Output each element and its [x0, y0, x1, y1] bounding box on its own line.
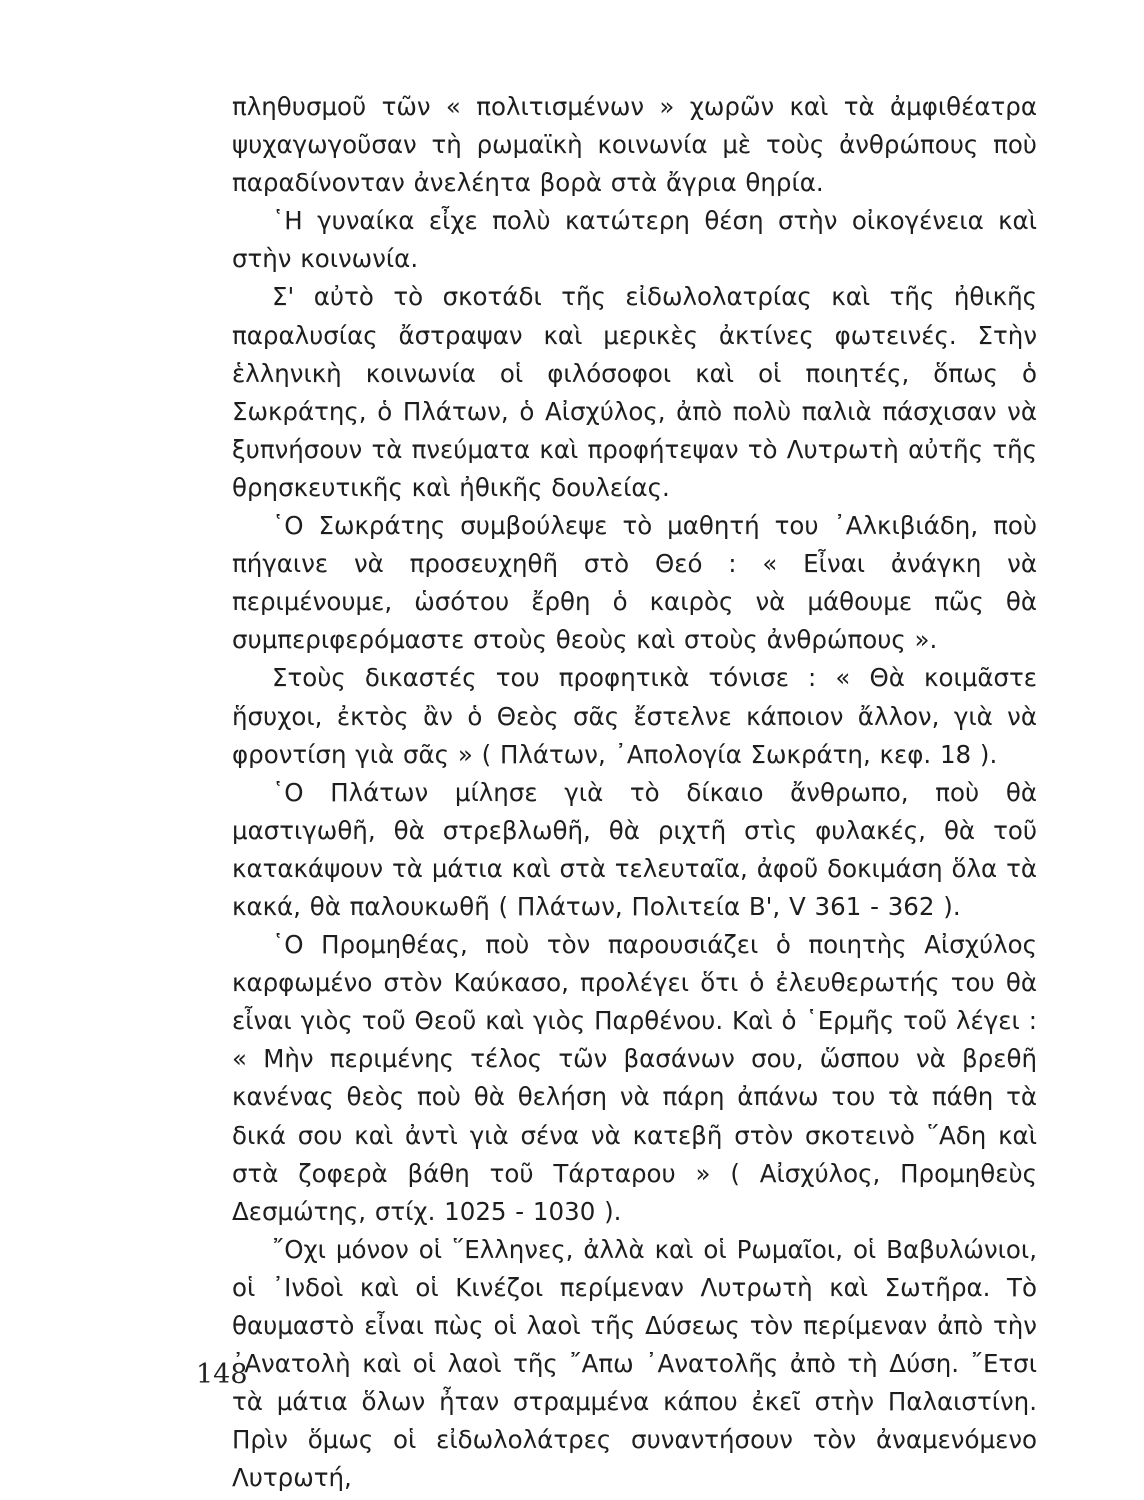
paragraph-5: Στοὺς δικαστές του προφητικὰ τόνισε : « Θὰ κοιμᾶστε ἥσυχοι, ἐκτὸς ἂν ὁ Θεὸς σᾶς ἔστελνε κάποιον ἄλλον, γιὰ νὰ φροντίση γιὰ σᾶς » ( Πλάτων, ᾿Απολογία Σωκράτη, κεφ. 18 ). [232, 663, 1037, 769]
page-number: 148 [196, 1359, 248, 1390]
page-body [232, 88, 1037, 1493]
paragraph-2: ῾Η γυναίκα εἶχε πολὺ κατώτερη θέση στὴν οἰκογένεια καὶ στὴν κοινωνία. [232, 206, 1037, 274]
paragraph-3: Σ' αὐτὸ τὸ σκοτάδι τῆς εἰδωλολατρίας καὶ τῆς ἠθικῆς παραλυσίας ἄστραψαν καὶ μερικὲς ἀκτίνες φωτεινές. Στὴν ἑλληνικὴ κοινωνία οἱ φιλόσοφοι καὶ οἱ ποιητές, ὅπως ὁ Σωκράτης, ὁ Πλάτων, ὁ Αἰσχύλος, ἀπὸ πολὺ παλιὰ πάσχισαν νὰ ξυπνήσουν τὰ πνεύματα καὶ προφήτεψαν τὸ Λυτρωτὴ αὐτῆς τῆς θρησκευτικῆς καὶ ἠθικῆς δουλείας. [232, 282, 1037, 502]
paragraph-7: ῾Ο Προμηθέας, ποὺ τὸν παρουσιάζει ὁ ποιητὴς Αἰσχύλος καρφωμένο στὸν Καύκασο, προλέγει ὅτι ὁ ἐλευθερωτής του θὰ εἶναι γιὸς τοῦ Θεοῦ καὶ γιὸς Παρθένου. Καὶ ὁ ῾Ερμῆς τοῦ λέγει : « Μὴν περιμένης τέλος τῶν βασάνων σου, ὥσπου νὰ βρεθῆ κανένας θεὸς ποὺ θὰ θελήση νὰ πάρη ἀπάνω του τὰ πάθη τὰ δικά σου καὶ ἀντὶ γιὰ σένα νὰ κατεβῆ στὸν σκοτεινὸ ῞Αδη καὶ στὰ ζοφερὰ βάθη τοῦ Τάρταρου » ( Αἰσχύλος, Προμηθεὺς Δεσμώτης, στίχ. 1025 - 1030 ). [232, 930, 1037, 1226]
paragraph-8: ῎Οχι μόνον οἱ ῞Ελληνες, ἀλλὰ καὶ οἱ Ρωμαῖοι, οἱ Βαβυλώνιοι, οἱ ᾿Ινδοὶ καὶ οἱ Κινέζοι περίμεναν Λυτρωτὴ καὶ Σωτῆρα. Τὸ θαυμαστὸ εἶναι πὼς οἱ λαοὶ τῆς Δύσεως τὸν περίμεναν ἀπὸ τὴν ᾿Ανατολὴ καὶ οἱ λαοὶ τῆς ῎Απω ᾿Ανατολῆς ἀπὸ τὴ Δύση. ῎Ετσι τὰ μάτια ὅλων ἦταν στραμμένα κάπου ἐκεῖ στὴν Παλαιστίνη. Πρὶν ὅμως οἱ εἰδωλολάτρες συναντήσουν τὸν ἀναμενόμενο Λυτρωτή, [232, 1234, 1037, 1493]
paragraph-1: πληθυσμοῦ τῶν « πολιτισμένων » χωρῶν καὶ τὰ ἀμφιθέατρα ψυχαγωγοῦσαν τὴ ρωμαϊκὴ κοινωνία μὲ τοὺς ἀνθρώπους ποὺ παραδίνονταν ἀνελέητα βορὰ στὰ ἄγρια θηρία. [232, 92, 1037, 198]
paragraph-4: ῾Ο Σωκράτης συμβούλεψε τὸ μαθητή του ᾿Αλκιβιάδη, ποὺ πήγαινε νὰ προσευχηθῆ στὸ Θεό : « Εἶναι ἀνάγκη νὰ περιμένουμε, ὡσότου ἔρθη ὁ καιρὸς νὰ μάθουμε πῶς θὰ συμπεριφερόμαστε στοὺς θεοὺς καὶ στοὺς ἀνθρώπους ». [232, 511, 1037, 655]
paragraph-6: ῾Ο Πλάτων μίλησε γιὰ τὸ δίκαιο ἄνθρωπο, ποὺ θὰ μαστιγωθῆ, θὰ στρεβλωθῆ, θὰ ριχτῆ στὶς φυλακές, θὰ τοῦ κατακάψουν τὰ μάτια καὶ στὰ τελευταῖα, ἀφοῦ δοκιμάση ὅλα τὰ κακά, θὰ παλουκωθῆ ( Πλάτων, Πολιτεία Β', V 361 - 362 ). [232, 777, 1037, 921]
